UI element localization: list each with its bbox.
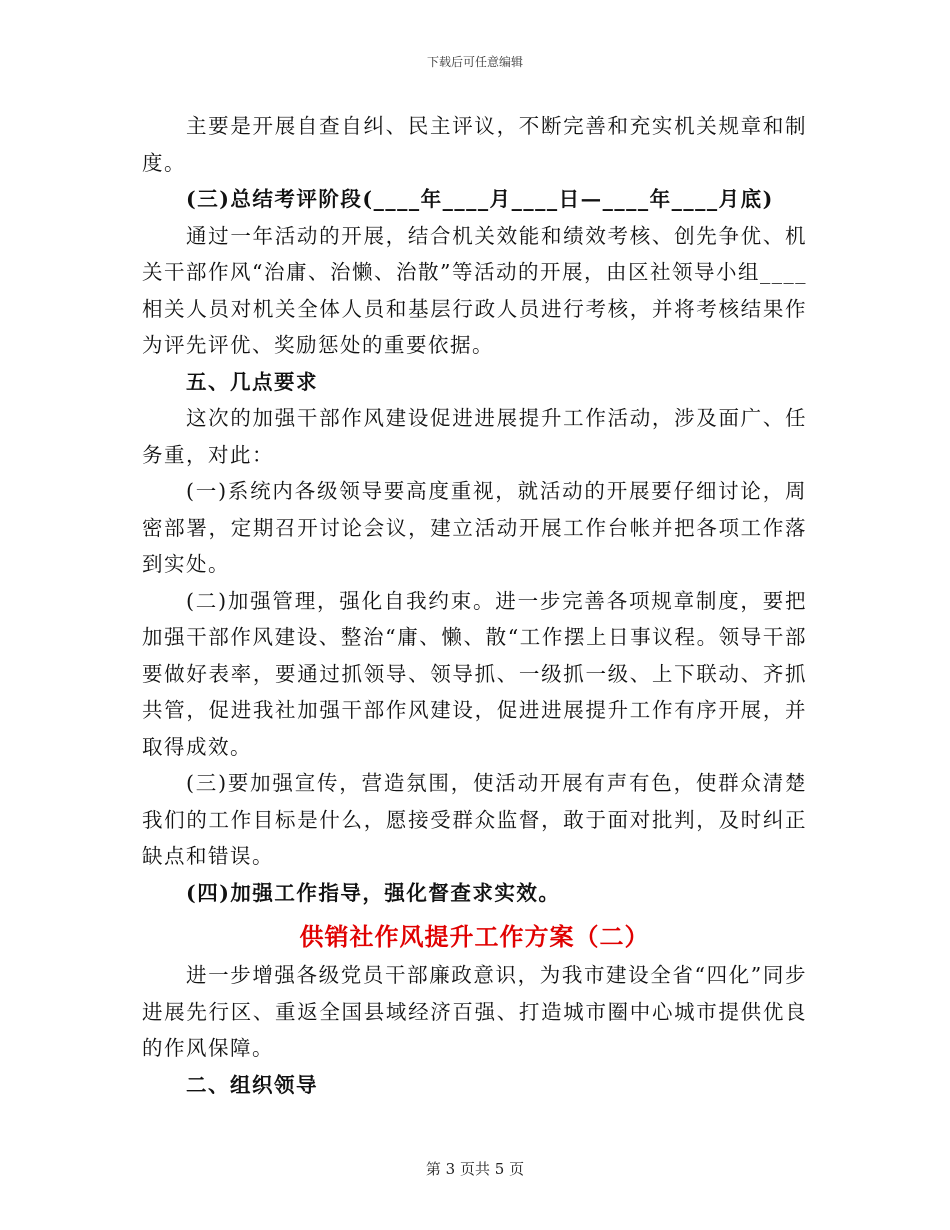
paragraph: 进一步增强各级党员干部廉政意识，为我市建设全省“四化”同步进展先行区、重返全国县域经济百强、打造城市圈中心城市提供优良的作风保障。 [142, 963, 807, 1060]
paragraph: 主要是开展自查自纠、民主评议，不断完善和充实机关规章和制度。 [142, 114, 807, 175]
paragraph: (三)要加强宣传，营造氛围，使活动开展有声有色，使群众清楚我们的工作目标是什么，愿接受群众监督，敢于面对批判，及时纠正缺点和错误。 [142, 771, 807, 868]
section-heading: (四)加强工作指导，强化督查求实效。 [186, 880, 561, 905]
page-footer: 第 3 页共 5 页 [425, 1160, 525, 1178]
section-heading: 五、几点要求 [186, 369, 318, 394]
document-body [142, 108, 807, 1103]
section-heading: 二、组织领导 [186, 1072, 318, 1097]
paragraph: 这次的加强干部作风建设促进进展提升工作活动，涉及面广、任务重，对此： [142, 406, 807, 467]
paragraph: (一)系统内各级领导要高度重视，就活动的开展要仔细讨论，周密部署，定期召开讨论会议，建立活动开展工作台帐并把各项工作落到实处。 [142, 479, 807, 576]
paragraph: (二)加强管理，强化自我约束。进一步完善各项规章制度，要把加强干部作风建设、整治“庸、懒、散“工作摆上日事议程。领导干部要做好表率，要通过抓领导、领导抓、一级抓一级、上下联动、齐抓共管，促进我社加强干部作风建设，促进进展提升工作有序开展，并取得成效。 [142, 588, 807, 759]
section-heading: (三)总结考评阶段(____年____月____日—____年____月底) [186, 187, 774, 211]
page-header: 下载后可任意编辑 [426, 55, 523, 69]
paragraph: 通过一年活动的开展，结合机关效能和绩效考核、创先争优、机关干部作风“治庸、治懒、治散”等活动的开展，由区社领导小组____相关人员对机关全体人员和基层行政人员进行考核，并将考核结果作为评先评优、奖励惩处的重要依据。 [142, 223, 807, 357]
document-title: 供销社作风提升工作方案（二） [299, 922, 650, 951]
